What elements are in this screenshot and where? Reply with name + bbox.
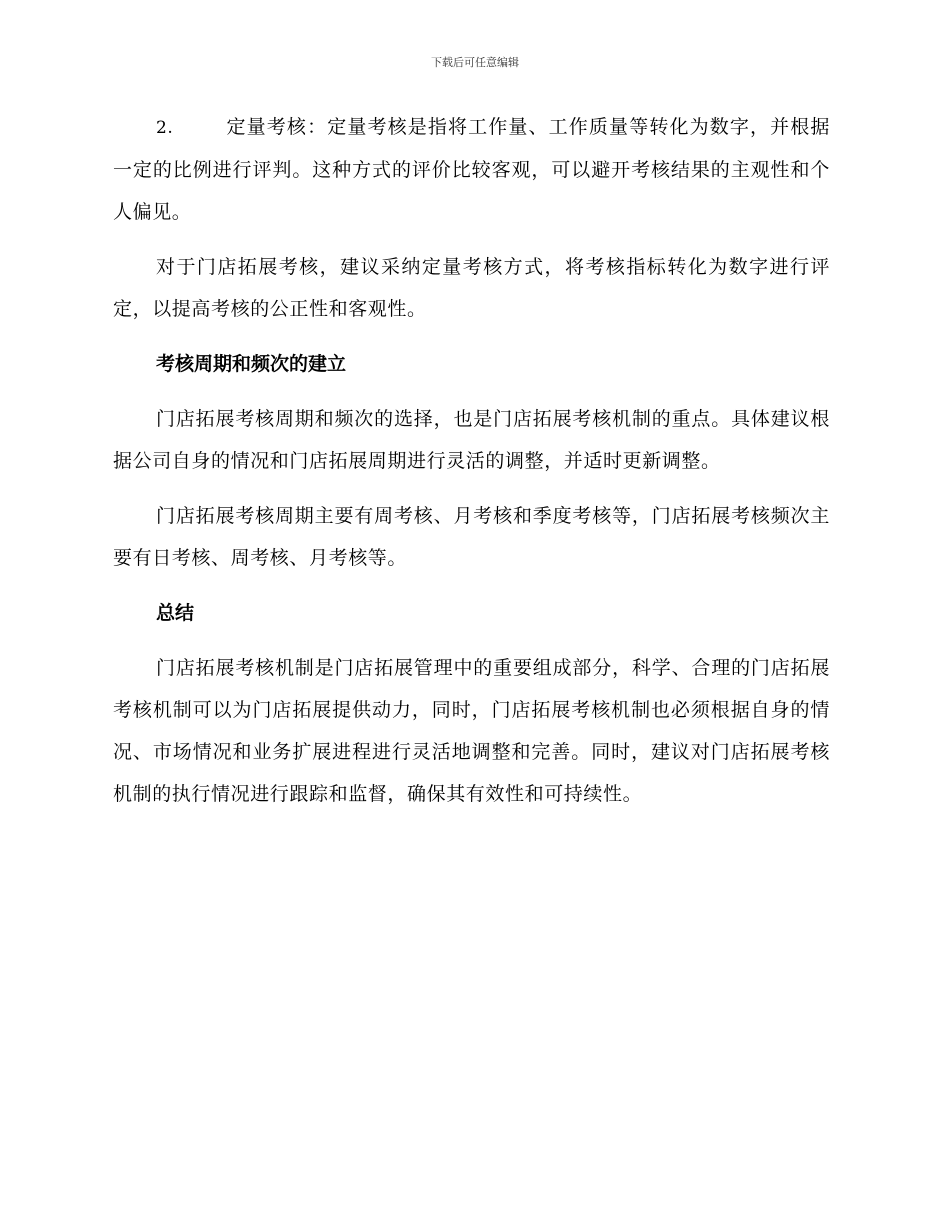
list-item-text: 定量考核：定量考核是指将工作量、工作质量等转化为数字，并根据一定的比例进行评判。这种方式的评价比较客观，可以避开考核结果的主观性和个人偏见。 — [113, 116, 830, 223]
list-item-2 — [113, 106, 830, 233]
paragraph-quantitative-recommendation: 对于门店拓展考核，建议采纳定量考核方式，将考核指标转化为数字进行评定，以提高考核的公正性和客观性。 — [113, 256, 830, 320]
section-heading-cycle-frequency: 考核周期和频次的建立 — [156, 353, 347, 375]
paragraph-cycle-types: 门店拓展考核周期主要有周考核、月考核和季度考核等，门店拓展考核频次主要有日考核、周考核、月考核等。 — [113, 505, 830, 569]
paragraph-cycle-selection: 门店拓展考核周期和频次的选择，也是门店拓展考核机制的重点。具体建议根据公司自身的情况和门店拓展周期进行灵活的调整，并适时更新调整。 — [113, 408, 830, 472]
page-header: 下载后可任意编辑 — [431, 56, 519, 69]
list-number: 2. — [156, 118, 174, 138]
paragraph-summary: 门店拓展考核机制是门店拓展管理中的重要组成部分，科学、合理的门店拓展考核机制可以为门店拓展提供动力，同时，门店拓展考核机制也必须根据自身的情况、市场情况和业务扩展进程进行灵活地调整和完善。同时，建议对门店拓展考核机制的执行情况进行跟踪和监督，确保其有效性和可持续性。 — [113, 657, 830, 805]
document-body — [113, 106, 830, 828]
section-heading-summary: 总结 — [156, 602, 195, 624]
